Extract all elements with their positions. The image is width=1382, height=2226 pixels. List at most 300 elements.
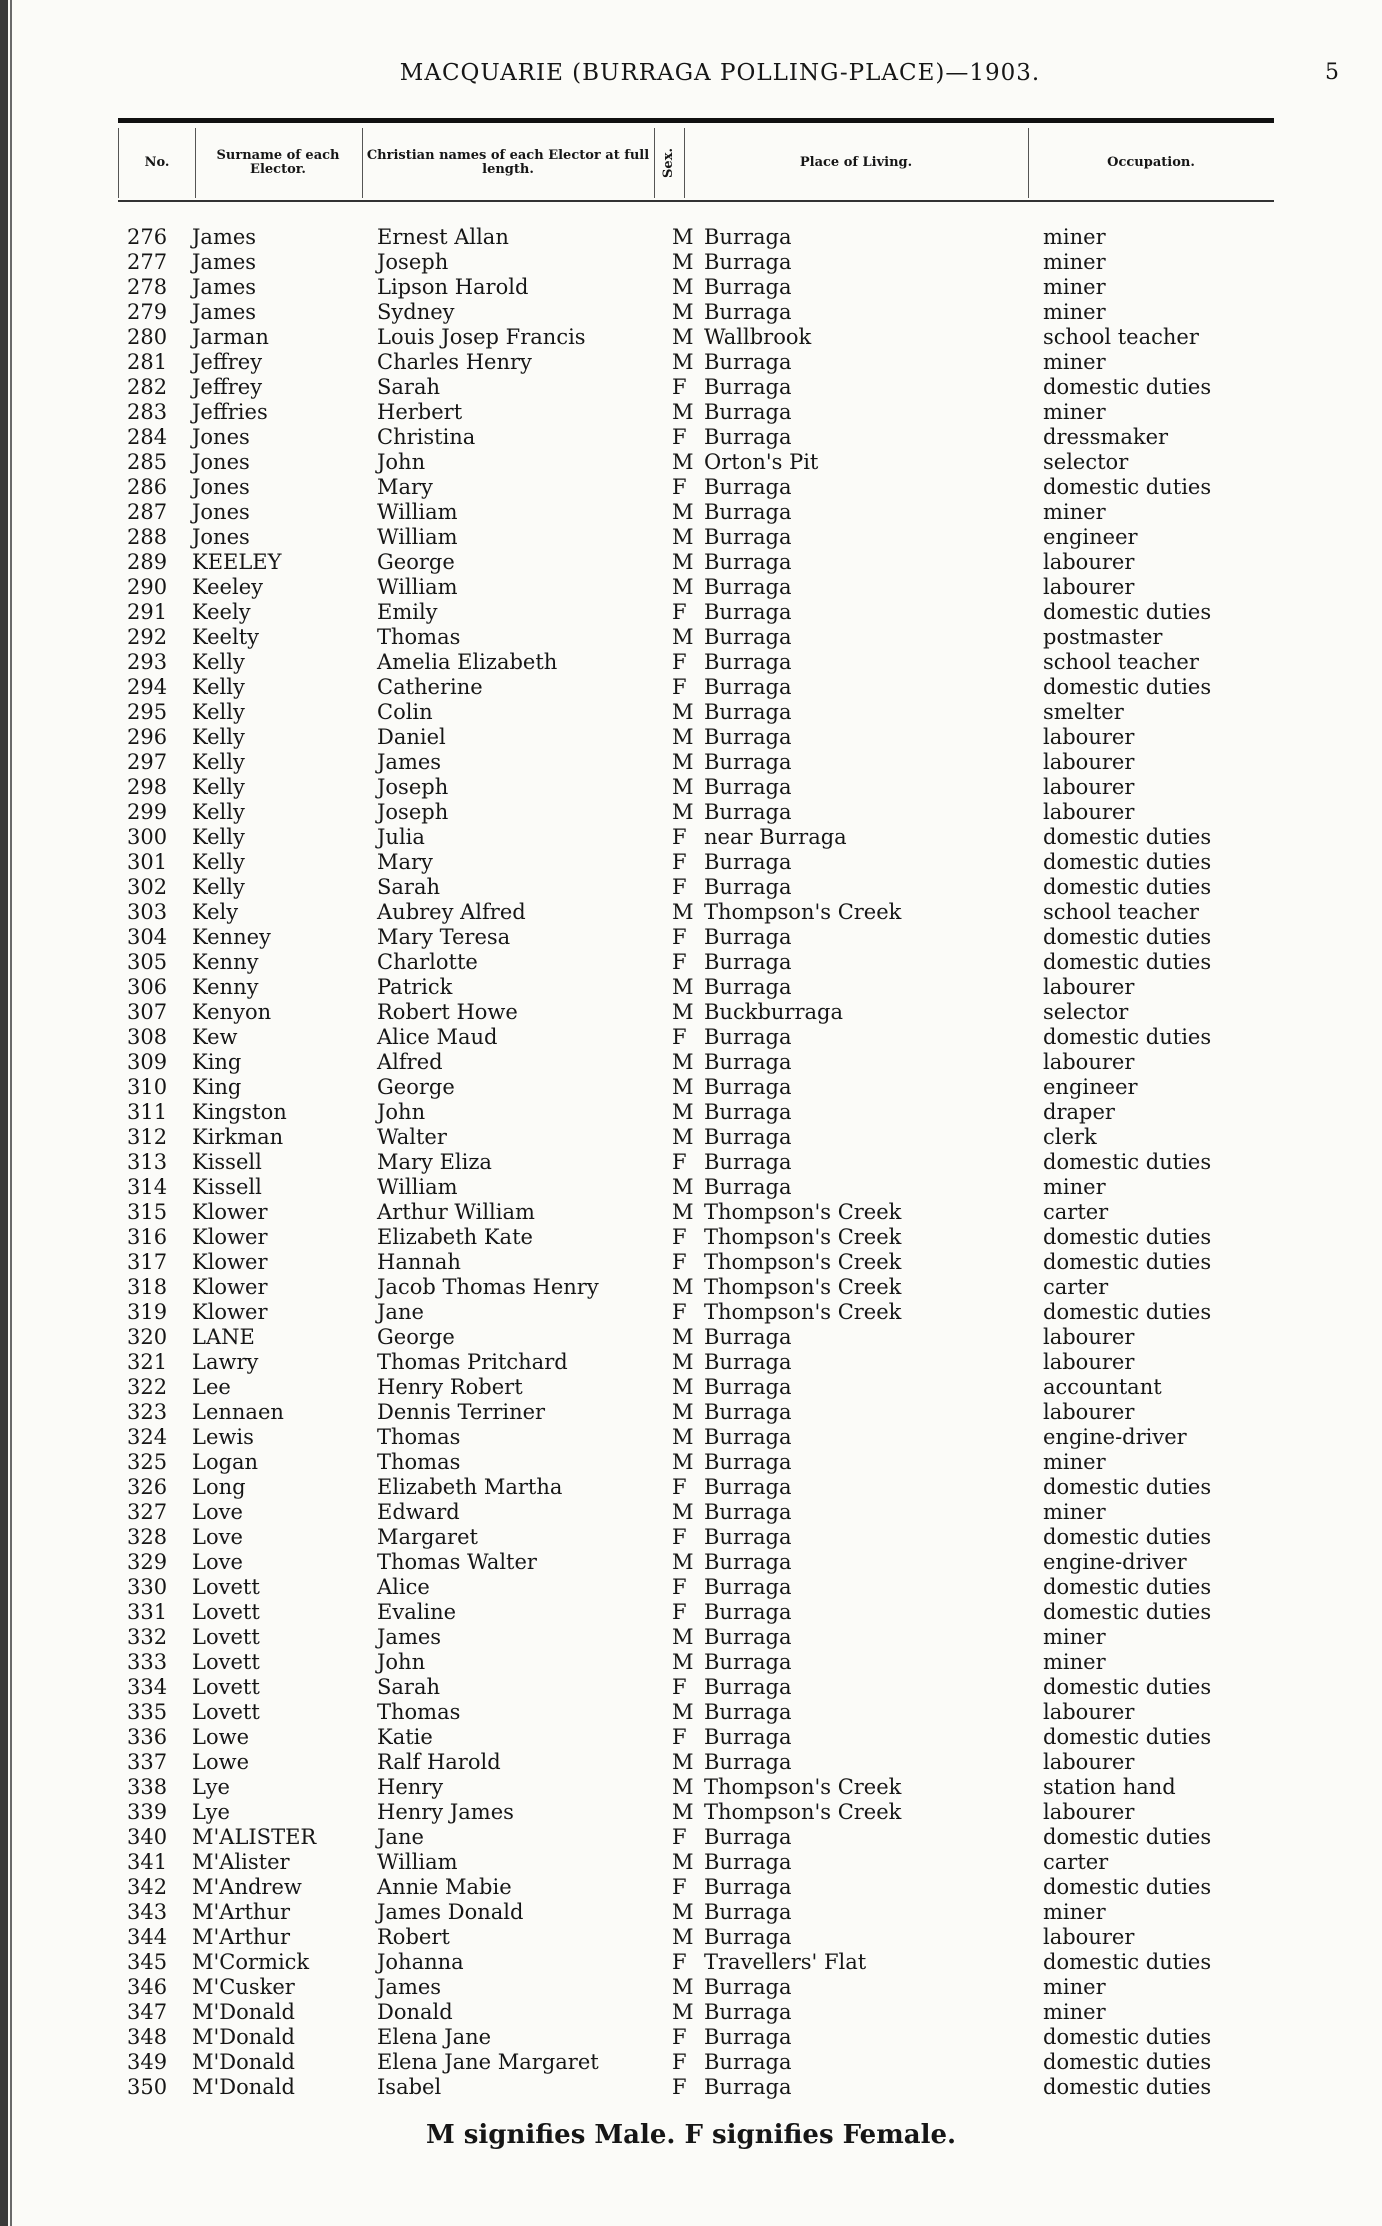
elector-occupation: miner — [1043, 1650, 1106, 1674]
elector-christian-names: Elizabeth Kate — [377, 1225, 533, 1249]
elector-christian-names: Mary — [377, 850, 433, 874]
elector-occupation: school teacher — [1043, 325, 1199, 349]
elector-row — [0, 750, 1382, 775]
elector-christian-names: Charlotte — [377, 950, 478, 974]
elector-surname: King — [192, 1050, 242, 1074]
elector-number: 295 — [127, 700, 168, 724]
elector-number: 319 — [127, 1300, 168, 1324]
elector-sex: F — [672, 475, 687, 499]
elector-occupation: domestic duties — [1043, 2050, 1212, 2074]
elector-occupation: domestic duties — [1043, 2025, 1212, 2049]
elector-occupation: miner — [1043, 2000, 1106, 2024]
elector-sex: M — [672, 1175, 694, 1199]
elector-row — [0, 1500, 1382, 1525]
elector-number: 343 — [127, 1900, 168, 1924]
elector-occupation: labourer — [1043, 1800, 1135, 1824]
elector-occupation: domestic duties — [1043, 1025, 1212, 1049]
elector-sex: M — [672, 1850, 694, 1874]
elector-number: 310 — [127, 1075, 168, 1099]
elector-christian-names: Henry Robert — [377, 1375, 523, 1399]
elector-place: Burraga — [704, 725, 792, 749]
elector-place: Burraga — [704, 975, 792, 999]
elector-occupation: miner — [1043, 300, 1106, 324]
elector-place: Burraga — [704, 1850, 792, 1874]
elector-place: Burraga — [704, 300, 792, 324]
elector-sex: F — [672, 1600, 687, 1624]
elector-number: 336 — [127, 1725, 168, 1749]
elector-surname: Lowe — [192, 1725, 249, 1749]
elector-number: 347 — [127, 2000, 168, 2024]
elector-number: 325 — [127, 1450, 168, 1474]
elector-occupation: domestic duties — [1043, 1875, 1212, 1899]
elector-occupation: domestic duties — [1043, 2075, 1212, 2099]
elector-number: 326 — [127, 1475, 168, 1499]
elector-number: 331 — [127, 1600, 168, 1624]
elector-surname: Lee — [192, 1375, 231, 1399]
elector-number: 318 — [127, 1275, 168, 1299]
elector-christian-names: Christina — [377, 425, 476, 449]
elector-row — [0, 1725, 1382, 1750]
elector-sex: M — [672, 2000, 694, 2024]
elector-sex: M — [672, 450, 694, 474]
elector-number: 281 — [127, 350, 168, 374]
elector-sex: M — [672, 575, 694, 599]
elector-occupation: domestic duties — [1043, 875, 1212, 899]
elector-place: Burraga — [704, 925, 792, 949]
elector-christian-names: John — [377, 1100, 426, 1124]
elector-row — [0, 575, 1382, 600]
elector-place: Burraga — [704, 1425, 792, 1449]
elector-number: 297 — [127, 750, 168, 774]
elector-christian-names: Alice — [377, 1575, 430, 1599]
elector-row — [0, 1475, 1382, 1500]
elector-sex: M — [672, 1275, 694, 1299]
elector-number: 329 — [127, 1550, 168, 1574]
elector-number: 323 — [127, 1400, 168, 1424]
elector-surname: Kissell — [192, 1175, 262, 1199]
elector-number: 346 — [127, 1975, 168, 1999]
elector-sex: F — [672, 1575, 687, 1599]
elector-christian-names: Robert — [377, 1925, 450, 1949]
elector-number: 342 — [127, 1875, 168, 1899]
elector-row — [0, 625, 1382, 650]
elector-surname: Kelly — [192, 850, 245, 874]
elector-surname: Kelly — [192, 825, 245, 849]
elector-christian-names: Amelia Elizabeth — [377, 650, 558, 674]
elector-surname: Klower — [192, 1250, 268, 1274]
elector-row — [0, 1375, 1382, 1400]
elector-surname: M'Cusker — [192, 1975, 295, 1999]
elector-sex: M — [672, 1350, 694, 1374]
elector-occupation: domestic duties — [1043, 1725, 1212, 1749]
elector-number: 301 — [127, 850, 168, 874]
elector-christian-names: Thomas — [377, 1700, 461, 1724]
elector-number: 327 — [127, 1500, 168, 1524]
elector-occupation: engineer — [1043, 1075, 1138, 1099]
elector-christian-names: Johanna — [377, 1950, 464, 1974]
elector-number: 289 — [127, 550, 168, 574]
elector-surname: Klower — [192, 1225, 268, 1249]
elector-surname: Lawry — [192, 1350, 259, 1374]
elector-number: 279 — [127, 300, 168, 324]
elector-row — [0, 1150, 1382, 1175]
elector-place: Orton's Pit — [704, 450, 819, 474]
elector-surname: Kelly — [192, 775, 245, 799]
elector-row — [0, 250, 1382, 275]
column-header-no: No. — [118, 128, 196, 198]
elector-row — [0, 400, 1382, 425]
elector-occupation: accountant — [1043, 1375, 1162, 1399]
elector-row — [0, 2075, 1382, 2100]
elector-occupation: domestic duties — [1043, 1150, 1212, 1174]
elector-row — [0, 700, 1382, 725]
elector-christian-names: Jane — [377, 1300, 424, 1324]
elector-christian-names: Thomas Pritchard — [377, 1350, 568, 1374]
elector-occupation: domestic duties — [1043, 600, 1212, 624]
elector-row — [0, 975, 1382, 1000]
elector-christian-names: Herbert — [377, 400, 463, 424]
elector-number: 308 — [127, 1025, 168, 1049]
elector-row — [0, 1350, 1382, 1375]
elector-place: Burraga — [704, 1500, 792, 1524]
elector-place: Burraga — [704, 400, 792, 424]
elector-row — [0, 1625, 1382, 1650]
elector-sex: M — [672, 550, 694, 574]
elector-number: 294 — [127, 675, 168, 699]
elector-christian-names: George — [377, 550, 455, 574]
elector-number: 309 — [127, 1050, 168, 1074]
elector-sex: M — [672, 1775, 694, 1799]
elector-occupation: domestic duties — [1043, 1600, 1212, 1624]
elector-place: Burraga — [704, 650, 792, 674]
elector-christian-names: Ralf Harold — [377, 1750, 501, 1774]
elector-sex: F — [672, 1725, 687, 1749]
elector-surname: KEELEY — [192, 550, 282, 574]
elector-surname: Lovett — [192, 1575, 260, 1599]
elector-surname: Lewis — [192, 1425, 254, 1449]
elector-row — [0, 1125, 1382, 1150]
elector-place: Burraga — [704, 875, 792, 899]
elector-surname: James — [192, 275, 257, 299]
elector-surname: Jones — [192, 500, 250, 524]
elector-number: 292 — [127, 625, 168, 649]
elector-place: Burraga — [704, 700, 792, 724]
elector-row — [0, 1650, 1382, 1675]
elector-place: Burraga — [704, 1375, 792, 1399]
elector-place: Burraga — [704, 1625, 792, 1649]
elector-christian-names: Joseph — [377, 775, 449, 799]
elector-row — [0, 650, 1382, 675]
elector-row — [0, 1325, 1382, 1350]
elector-christian-names: Ernest Allan — [377, 225, 509, 249]
elector-occupation: domestic duties — [1043, 925, 1212, 949]
elector-christian-names: John — [377, 1650, 426, 1674]
elector-occupation: labourer — [1043, 1925, 1135, 1949]
elector-place: Wallbrook — [704, 325, 812, 349]
elector-place: Burraga — [704, 2050, 792, 2074]
elector-occupation: labourer — [1043, 775, 1135, 799]
elector-christian-names: Evaline — [377, 1600, 457, 1624]
elector-number: 298 — [127, 775, 168, 799]
elector-list — [0, 225, 1382, 2100]
elector-row — [0, 1450, 1382, 1475]
elector-occupation: smelter — [1043, 700, 1124, 724]
elector-christian-names: Sarah — [377, 875, 440, 899]
elector-occupation: miner — [1043, 400, 1106, 424]
elector-occupation: labourer — [1043, 1050, 1135, 1074]
elector-place: Burraga — [704, 1900, 792, 1924]
elector-number: 334 — [127, 1675, 168, 1699]
elector-surname: Jones — [192, 475, 250, 499]
elector-sex: F — [672, 1950, 687, 1974]
elector-surname: Jones — [192, 525, 250, 549]
elector-sex: F — [672, 925, 687, 949]
elector-sex: F — [672, 825, 687, 849]
elector-place: Burraga — [704, 375, 792, 399]
elector-christian-names: James — [377, 1625, 442, 1649]
elector-surname: Kelly — [192, 800, 245, 824]
elector-number: 288 — [127, 525, 168, 549]
elector-christian-names: Joseph — [377, 250, 449, 274]
elector-surname: M'Donald — [192, 2075, 295, 2099]
elector-number: 320 — [127, 1325, 168, 1349]
elector-number: 341 — [127, 1850, 168, 1874]
elector-occupation: labourer — [1043, 550, 1135, 574]
elector-sex: F — [672, 875, 687, 899]
elector-sex: M — [672, 1200, 694, 1224]
elector-row — [0, 225, 1382, 250]
elector-occupation: miner — [1043, 1900, 1106, 1924]
elector-christian-names: Jacob Thomas Henry — [377, 1275, 599, 1299]
elector-surname: Kely — [192, 900, 239, 924]
elector-surname: Kenney — [192, 925, 271, 949]
elector-row — [0, 475, 1382, 500]
elector-place: Burraga — [704, 1650, 792, 1674]
elector-surname: Logan — [192, 1450, 259, 1474]
elector-surname: Kelly — [192, 700, 245, 724]
elector-christian-names: Julia — [377, 825, 425, 849]
elector-place: Thompson's Creek — [704, 900, 902, 924]
elector-sex: F — [672, 425, 687, 449]
elector-surname: Kelly — [192, 650, 245, 674]
elector-row — [0, 725, 1382, 750]
elector-sex: M — [672, 1375, 694, 1399]
elector-sex: F — [672, 1525, 687, 1549]
elector-row — [0, 500, 1382, 525]
elector-christian-names: Patrick — [377, 975, 453, 999]
elector-occupation: school teacher — [1043, 900, 1199, 924]
elector-number: 284 — [127, 425, 168, 449]
elector-number: 313 — [127, 1150, 168, 1174]
elector-surname: Lye — [192, 1775, 230, 1799]
elector-number: 337 — [127, 1750, 168, 1774]
elector-sex: M — [672, 1975, 694, 1999]
elector-surname: Jeffries — [192, 400, 268, 424]
elector-sex: M — [672, 1925, 694, 1949]
elector-number: 304 — [127, 925, 168, 949]
elector-christian-names: Donald — [377, 2000, 453, 2024]
elector-christian-names: Elena Jane Margaret — [377, 2050, 599, 2074]
elector-row — [0, 800, 1382, 825]
elector-number: 286 — [127, 475, 168, 499]
elector-row — [0, 775, 1382, 800]
elector-occupation: labourer — [1043, 800, 1135, 824]
column-header-sex: Sex. — [654, 128, 685, 198]
elector-number: 303 — [127, 900, 168, 924]
elector-surname: Lovett — [192, 1600, 260, 1624]
elector-number: 307 — [127, 1000, 168, 1024]
elector-number: 285 — [127, 450, 168, 474]
elector-sex: M — [672, 1700, 694, 1724]
elector-place: Burraga — [704, 1825, 792, 1849]
elector-sex: M — [672, 1100, 694, 1124]
elector-number: 291 — [127, 600, 168, 624]
elector-number: 344 — [127, 1925, 168, 1949]
elector-place: Burraga — [704, 1675, 792, 1699]
elector-number: 349 — [127, 2050, 168, 2074]
header-top-rule — [118, 118, 1274, 123]
elector-surname: M'Andrew — [192, 1875, 302, 1899]
elector-sex: F — [672, 2050, 687, 2074]
elector-number: 277 — [127, 250, 168, 274]
elector-place: Thompson's Creek — [704, 1800, 902, 1824]
elector-surname: Kew — [192, 1025, 238, 1049]
elector-row — [0, 600, 1382, 625]
elector-place: Burraga — [704, 500, 792, 524]
elector-sex: M — [672, 775, 694, 799]
elector-sex: M — [672, 1125, 694, 1149]
elector-place: Thompson's Creek — [704, 1275, 902, 1299]
elector-surname: Lye — [192, 1800, 230, 1824]
elector-sex: M — [672, 700, 694, 724]
elector-number: 314 — [127, 1175, 168, 1199]
elector-sex: M — [672, 1625, 694, 1649]
elector-row — [0, 1750, 1382, 1775]
elector-christian-names: Alfred — [377, 1050, 443, 1074]
elector-place: Burraga — [704, 775, 792, 799]
elector-place: Burraga — [704, 2075, 792, 2099]
column-header-christian-names: Christian names of each Elector at full length. — [362, 128, 655, 198]
elector-number: 296 — [127, 725, 168, 749]
elector-row — [0, 1900, 1382, 1925]
elector-place: Burraga — [704, 1075, 792, 1099]
elector-row — [0, 675, 1382, 700]
elector-sex: M — [672, 1000, 694, 1024]
elector-number: 321 — [127, 1350, 168, 1374]
elector-occupation: engineer — [1043, 525, 1138, 549]
elector-number: 317 — [127, 1250, 168, 1274]
elector-occupation: carter — [1043, 1850, 1109, 1874]
elector-place: Burraga — [704, 1725, 792, 1749]
elector-surname: Jeffrey — [192, 375, 263, 399]
elector-place: Thompson's Creek — [704, 1300, 902, 1324]
elector-occupation: postmaster — [1043, 625, 1163, 649]
elector-sex: M — [672, 350, 694, 374]
elector-surname: Klower — [192, 1200, 268, 1224]
elector-row — [0, 1925, 1382, 1950]
elector-place: Buckburraga — [704, 1000, 843, 1024]
elector-place: Burraga — [704, 550, 792, 574]
elector-row — [0, 325, 1382, 350]
elector-sex: F — [672, 1675, 687, 1699]
elector-row — [0, 1850, 1382, 1875]
elector-occupation: school teacher — [1043, 650, 1199, 674]
elector-christian-names: Isabel — [377, 2075, 442, 2099]
elector-surname: Jones — [192, 450, 250, 474]
elector-surname: Lovett — [192, 1650, 260, 1674]
elector-number: 350 — [127, 2075, 168, 2099]
elector-row — [0, 300, 1382, 325]
elector-surname: James — [192, 300, 257, 324]
elector-surname: M'Donald — [192, 2000, 295, 2024]
elector-occupation: domestic duties — [1043, 950, 1212, 974]
elector-sex: F — [672, 1225, 687, 1249]
elector-christian-names: William — [377, 1850, 458, 1874]
elector-row — [0, 450, 1382, 475]
elector-place: Burraga — [704, 1550, 792, 1574]
elector-place: Burraga — [704, 575, 792, 599]
elector-surname: M'ALISTER — [192, 1825, 317, 1849]
elector-place: Burraga — [704, 1525, 792, 1549]
elector-occupation: dressmaker — [1043, 425, 1169, 449]
elector-number: 311 — [127, 1100, 168, 1124]
elector-row — [0, 1575, 1382, 1600]
elector-surname: Jeffrey — [192, 350, 263, 374]
elector-occupation: selector — [1043, 1000, 1129, 1024]
elector-place: Burraga — [704, 1400, 792, 1424]
elector-sex: M — [672, 1450, 694, 1474]
elector-sex: M — [672, 725, 694, 749]
elector-sex: F — [672, 675, 687, 699]
elector-sex: M — [672, 1050, 694, 1074]
sex-legend: M signifies Male. F signifies Female. — [425, 2120, 957, 2150]
elector-row — [0, 1225, 1382, 1250]
elector-surname: M'Donald — [192, 2050, 295, 2074]
elector-christian-names: Thomas — [377, 625, 461, 649]
elector-christian-names: Colin — [377, 700, 433, 724]
elector-occupation: labourer — [1043, 1325, 1135, 1349]
elector-surname: Lovett — [192, 1700, 260, 1724]
elector-surname: LANE — [192, 1325, 255, 1349]
elector-sex: M — [672, 1650, 694, 1674]
elector-number: 340 — [127, 1825, 168, 1849]
elector-number: 287 — [127, 500, 168, 524]
elector-row — [0, 275, 1382, 300]
elector-number: 300 — [127, 825, 168, 849]
elector-surname: King — [192, 1075, 242, 1099]
elector-place: Burraga — [704, 1875, 792, 1899]
elector-occupation: miner — [1043, 1500, 1106, 1524]
elector-place: Burraga — [704, 750, 792, 774]
column-header-place: Place of Living. — [684, 128, 1029, 198]
elector-christian-names: Elizabeth Martha — [377, 1475, 563, 1499]
elector-row — [0, 1800, 1382, 1825]
elector-number: 278 — [127, 275, 168, 299]
elector-row — [0, 1600, 1382, 1625]
elector-place: Burraga — [704, 1750, 792, 1774]
elector-occupation: engine-driver — [1043, 1550, 1187, 1574]
elector-place: Burraga — [704, 350, 792, 374]
elector-place: Travellers' Flat — [704, 1950, 867, 1974]
elector-sex: F — [672, 1025, 687, 1049]
elector-row — [0, 1975, 1382, 2000]
elector-sex: M — [672, 1800, 694, 1824]
elector-surname: James — [192, 225, 257, 249]
elector-sex: M — [672, 900, 694, 924]
elector-surname: Kissell — [192, 1150, 262, 1174]
elector-place: Burraga — [704, 600, 792, 624]
elector-christian-names: Sydney — [377, 300, 455, 324]
